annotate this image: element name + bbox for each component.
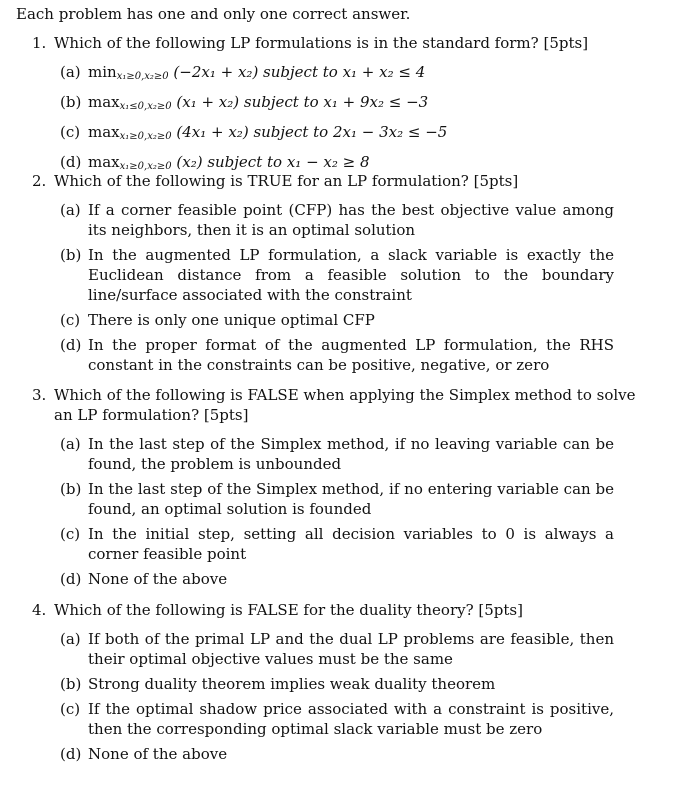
option-text: There is only one unique optimal CFP — [88, 311, 375, 329]
option-text: If the optimal shadow price associated with a constraint is positive, then the corresponding optimal slack variable must be zero — [88, 700, 614, 738]
option-formula: $\max_{x_1\le 0,x_2\ge 0} (x_1 + x_2)$ subject to x₁ + 9x₂ ≤ −3 — [88, 93, 429, 112]
question-stem: Which of the following is FALSE for the duality theory? [5pts] — [54, 601, 523, 619]
options-list — [60, 62, 614, 177]
option-d — [60, 335, 614, 375]
question-number: 1. — [32, 34, 47, 52]
option-label: (a) — [60, 435, 81, 453]
option-text: If a corner feasible point (CFP) has the best objective value among its neighbors, then it is an optimal solution — [88, 201, 614, 239]
option-text: Strong duality theorem implies weak duality theorem — [88, 675, 496, 693]
option-b — [60, 674, 614, 694]
question-number: 3. — [32, 386, 47, 404]
option-a — [60, 629, 614, 669]
option-c — [60, 122, 614, 147]
option-b — [60, 245, 614, 305]
question-stem: Which of the following LP formulations is in the standard form? [5pts] — [54, 34, 589, 52]
option-text: In the initial step, setting all decision variables to 0 is always a corner feasible point — [88, 525, 614, 563]
option-formula: $\max_{x_1\ge 0,x_2\ge 0} (x_2)$ subject to x₁ − x₂ ≥ 8 — [88, 153, 370, 172]
option-text: None of the above — [88, 570, 228, 588]
question-stem: Which of the following is FALSE when applying the Simplex method to solve an LP formulation? [5pts] — [54, 386, 636, 424]
option-formula: $\min_{x_1\ge 0,x_2\ge 0} (-2x_1 + x_2)$ subject to x₁ + x₂ ≤ 4 — [88, 63, 426, 82]
option-text: If both of the primal LP and the dual LP problems are feasible, then their optimal objective values must be the same — [88, 630, 614, 668]
option-label: (a) — [60, 63, 81, 81]
option-a — [60, 62, 614, 87]
option-a — [60, 434, 614, 474]
option-text: None of the above — [88, 745, 228, 763]
option-text: In the last step of the Simplex method, if no entering variable can be found, an optimal solution is founded — [88, 480, 614, 518]
question-number: 2. — [32, 172, 47, 190]
option-label: (c) — [60, 525, 81, 543]
question-4 — [32, 600, 652, 769]
option-label: (b) — [60, 93, 82, 111]
option-label: (b) — [60, 246, 82, 264]
option-b — [60, 92, 614, 117]
option-label: (b) — [60, 480, 82, 498]
instructions: Each problem has one and only one correct answer. — [16, 5, 411, 23]
option-label: (b) — [60, 675, 82, 693]
question-1 — [32, 33, 652, 182]
option-label: (d) — [60, 745, 82, 763]
question-3 — [32, 385, 652, 594]
option-label: (c) — [60, 311, 81, 329]
option-label: (c) — [60, 123, 81, 141]
option-b — [60, 479, 614, 519]
option-c — [60, 699, 614, 739]
option-c — [60, 310, 614, 330]
option-label: (d) — [60, 153, 82, 171]
option-text: In the proper format of the augmented LP formulation, the RHS constant in the constraints can be positive, negative, or zero — [88, 336, 614, 374]
option-formula: $\max_{x_1\ge 0,x_2\ge 0} (4x_1 + x_2)$ subject to 2x₁ − 3x₂ ≤ −5 — [88, 123, 448, 142]
options-list — [60, 629, 614, 764]
question-2 — [32, 171, 652, 380]
question-number: 4. — [32, 601, 47, 619]
options-list — [60, 200, 614, 375]
option-text: In the last step of the Simplex method, if no leaving variable can be found, the problem is unbounded — [88, 435, 614, 473]
option-d — [60, 744, 614, 764]
option-label: (a) — [60, 201, 81, 219]
option-d — [60, 569, 614, 589]
options-list — [60, 434, 614, 589]
option-c — [60, 524, 614, 564]
option-label: (c) — [60, 700, 81, 718]
question-stem: Which of the following is TRUE for an LP formulation? [5pts] — [54, 172, 519, 190]
option-label: (a) — [60, 630, 81, 648]
option-label: (d) — [60, 336, 82, 354]
option-label: (d) — [60, 570, 82, 588]
option-a — [60, 200, 614, 240]
option-text: In the augmented LP formulation, a slack variable is exactly the Euclidean distance from a feasible solution to the boundary line/surface associated with the constraint — [88, 246, 614, 304]
